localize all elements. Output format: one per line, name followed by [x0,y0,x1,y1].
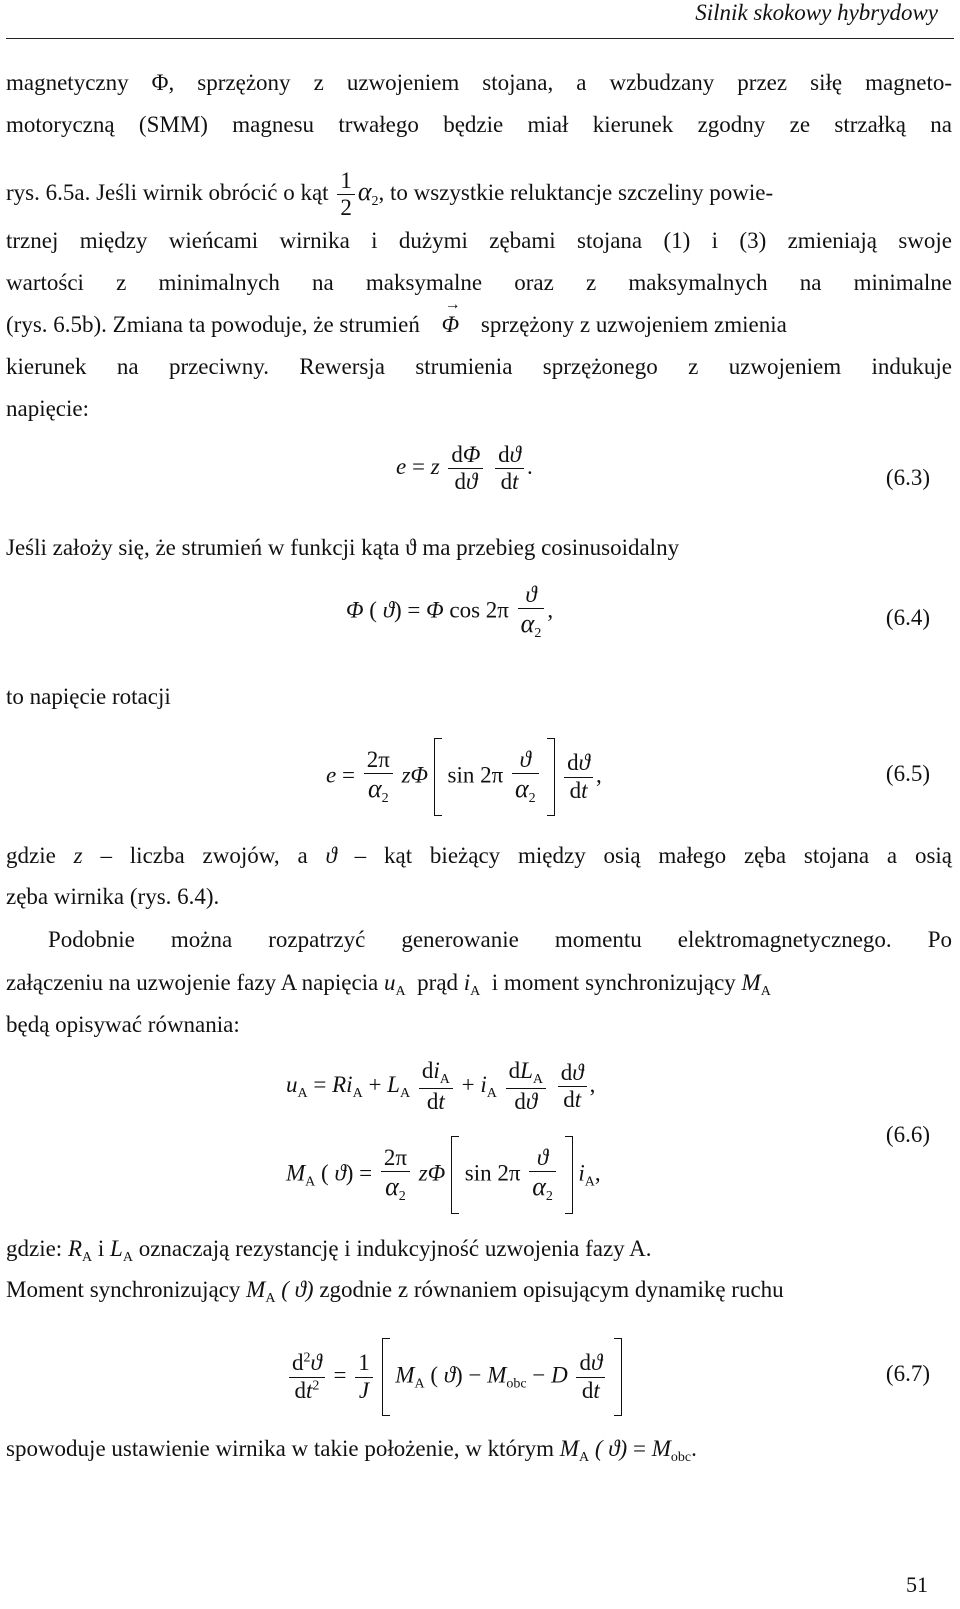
text-fragment: (rys. 6.5b). Zmiana ta powoduje, że strumień [6,312,420,337]
equation-number: (6.5) [885,761,930,786]
equation-6-4: Φ ( ϑ) = Φ cos 2π $\frac{ϑ}{\alpha_2}$ , [346,582,554,642]
text-fragment: sprzężony z uzwojeniem zmienia [480,312,787,337]
text-line: napięcie: [6,396,90,421]
text-line: będą opisywać równania: [6,1012,240,1037]
text-line: Podobnie można rozpatrzyć generowanie momentu elektromagnetycznego. Po [48,927,952,952]
text-fragment: , to wszystkie reluktancje szczeliny powie- [378,180,774,206]
header-rule [6,38,954,39]
equation-number: (6.6) [885,1122,930,1147]
equation-number: (6.4) [885,605,930,630]
text-line: motoryczną (SMM) magnesu trwałego będzie miał kierunek zgodny ze strzałką na [6,112,952,137]
text-line: magnetyczny Φ, sprzężony z uzwojeniem stojana, a wzbudzany przez siłę magneto- [6,70,952,95]
text-fragment: prąd [417,970,459,995]
equation-6-5: e = $\frac{2\pi}{\alpha_2}$ zΦ sin 2π $\frac{ϑ}{\alpha_2}$ $\frac{dϑ}{dt}$ , [326,738,602,816]
inline-fraction-half: $\frac{1}{2}$ [337,168,355,222]
flux-vector-symbol: → Φ [441,296,461,337]
running-title: Silnik skokowy hybrydowy [695,0,938,25]
text-fragment: gdzie: [6,1236,63,1261]
text-fragment: rys. 6.5a. Jeśli wirnik obrócić o kąt [6,180,329,206]
text-line: wartości z minimalnych na maksymalne oraz z maksymalnych na minimalne [6,270,952,295]
equation-6-6-line-2: $M_A$ ( ϑ) = $\frac{2\pi}{\alpha_2}$ zΦ sin 2π $\frac{ϑ}{\alpha_2}$ $i_A$, [286,1136,601,1214]
text-line: gdzie z – liczba zwojów, a ϑ – kąt bieżący między osią małego zęba stojana a osią [6,843,953,868]
text-line-with-inline-fraction: rys. 6.5a. Jeśli wirnik obrócić o kąt $\frac{1}{2}$ $\alpha_2$, to wszystkie reluktancje szczeliny powie- [6,168,774,221]
text-line-with-vector [6,296,952,338]
text-fragment: oznaczają rezystancję i indukcyjność uzwojenia fazy A. [138,1236,652,1261]
text-fragment: zgodnie z równaniem opisującym dynamikę ruchu [319,1277,784,1302]
text-fragment: gdzie [6,843,56,868]
text-line: Jeśli założy się, że strumień w funkcji kąta ϑ ma przebieg cosinusoidalny [6,535,680,560]
text-line: Moment synchronizujący $M_A$ ( ϑ) zgodnie z równaniem opisującym dynamikę ruchu [6,1277,784,1306]
equation-number: (6.3) [885,465,930,490]
text-line: kierunek na przeciwny. Rewersja strumienia sprzężonego z uzwojeniem indukuje [6,354,952,379]
text-fragment: i moment synchronizujący [491,970,736,995]
equation-number: (6.7) [885,1361,930,1386]
equation-6-3: e = z $\frac{d\Phi}{dϑ}$ $\frac{dϑ}{dt}$ . [396,442,533,495]
text-line: gdzie: $R_A$ i $L_A$ oznaczają rezystancję i indukcyjność uzwojenia fazy A. [6,1236,652,1265]
text-fragment: – liczba zwojów, a [100,843,308,868]
page-number: 51 [906,1572,928,1597]
text-fragment: i [97,1236,105,1261]
equation-6-6-line-1: $u_A = Ri_A + L_A$ $\frac{di_A}{dt}$ + $i_A$ $\frac{dL_A}{dϑ}$ $\frac{dϑ}{dt}$ , [286,1058,596,1115]
text-line: zęba wirnika (rys. 6.4). [6,884,220,909]
text-fragment: załączeniu na uzwojenie fazy A napięcia [6,970,379,995]
text-fragment: Moment synchronizujący [6,1277,241,1302]
text-line: to napięcie rotacji [6,684,171,709]
text-fragment: – kąt bieżący między osią małego zęba stojana a osią [354,843,953,868]
equation-6-7: $\frac{d^2ϑ}{dt^2}$ = $\frac{1}{J}$ $M_A$ ( $ϑ) - M_{obc} - D$ $\frac{dϑ}{dt}$ [286,1338,622,1416]
text-line: trznej między wieńcami wirnika i dużymi zębami stojana (1) i (3) zmieniają swoje [6,228,952,253]
text-line: spowoduje ustawienie wirnika w takie położenie, w którym $M_A$ ( $ϑ) = M_{obc}$. [6,1436,697,1465]
text-fragment: spowoduje ustawienie wirnika w takie położenie, w którym [6,1436,555,1461]
text-line: załączeniu na uzwojenie fazy A napięcia $u_A$ prąd $i_A$ i moment synchronizujący $M_A$ [6,970,771,999]
